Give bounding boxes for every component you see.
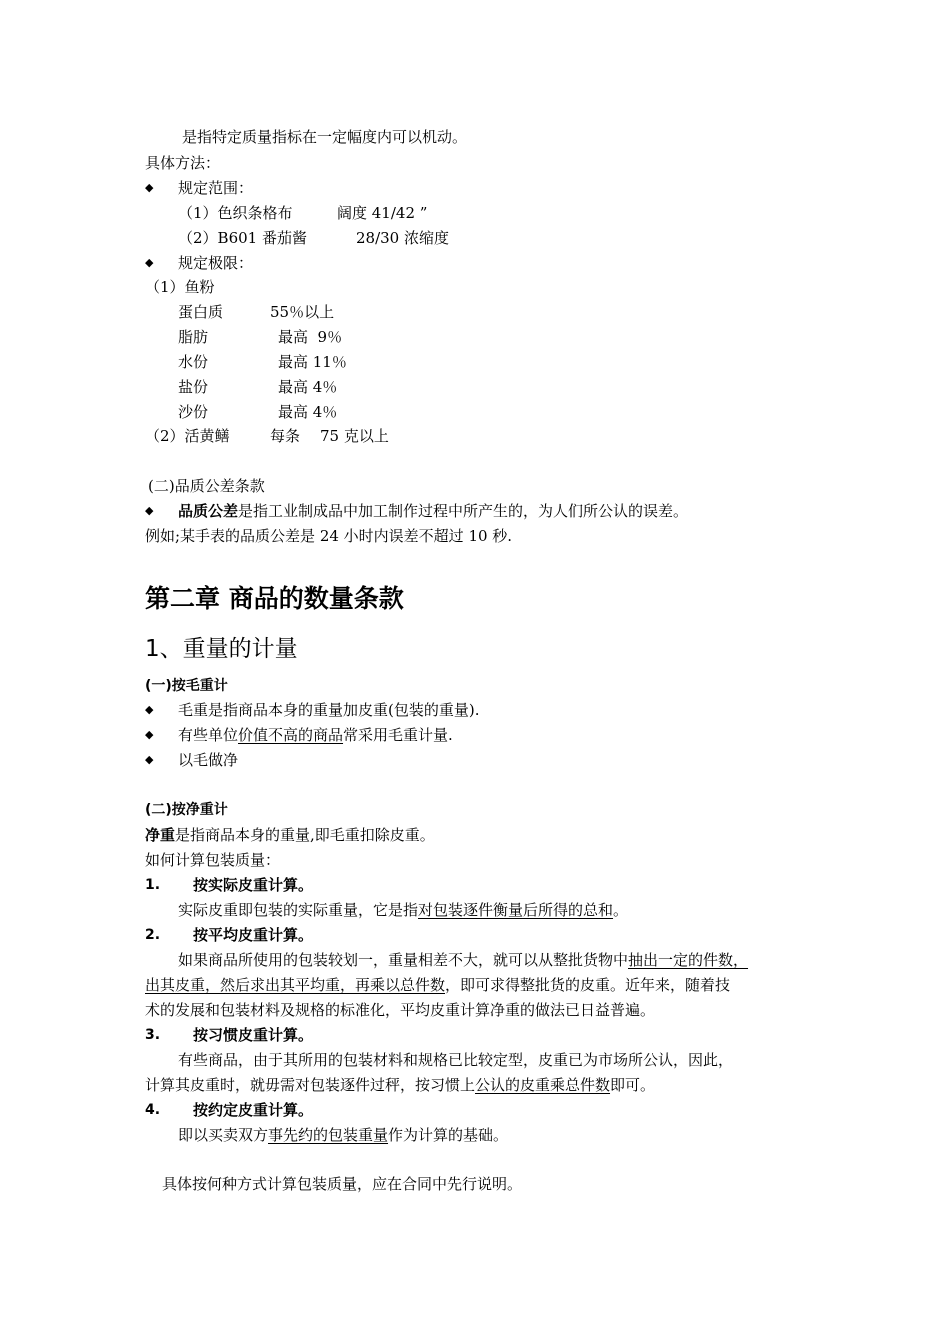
net-definition (145, 825, 435, 845)
range-item-value: 阔度 41/42 ” (337, 204, 428, 222)
method-title: 按习惯皮重计算。 (193, 1026, 314, 1044)
avg-line-1 (178, 950, 748, 970)
fish-row-name: 脂肪 (178, 328, 209, 346)
gross-b2-post: 常采用毛重计量. (343, 726, 453, 744)
fish-row-value: 最高 4％ (278, 403, 338, 421)
how-label: 如何计算包装质量： (145, 851, 281, 869)
range-item-label: （1）色织条格布 (178, 204, 293, 222)
avg-l1-pre: 如果商品所使用的包装较划一，重量相差不大，就可以从整批货物中 (178, 951, 629, 969)
fish-row-value: 55％以上 (270, 303, 335, 321)
hab-l2-pre: 计算其皮重时，就毋需对包装逐件过秤，按习惯上 (145, 1076, 476, 1094)
gross-b2-pre: 有些单位 (178, 726, 239, 744)
tolerance-text: 是指工业制成品中加工制作过程中所产生的，为人们所公认的误差。 (238, 502, 689, 520)
section-title: 1、重量的计量 (145, 636, 298, 662)
avg-l1-underlined: 抽出一定的件数， (628, 951, 749, 969)
gross-b2-underlined: 价值不高的商品 (238, 726, 344, 744)
agreed-text (178, 1125, 508, 1145)
method-num: 4. (145, 1102, 161, 1118)
avg-line-2 (145, 975, 730, 995)
avg-line-3: 术的发展和包装材料及规格的标准化，平均皮重计算净重的做法已日益普遍。 (145, 1001, 656, 1019)
agr-underlined: 事先约的包装重量 (268, 1126, 389, 1144)
method-num: 3. (145, 1027, 161, 1043)
limits-title: 规定极限： (178, 254, 254, 272)
tolerance-term: 品质公差 (178, 502, 239, 520)
gross-heading: (一)按毛重计 (145, 678, 228, 694)
hab-l2-underlined: 公认的皮重乘总件数 (475, 1076, 611, 1094)
net-text: 是指商品本身的重量,即毛重扣除皮重。 (175, 826, 435, 844)
chapter-title: 第二章 商品的数量条款 (145, 584, 404, 613)
tolerance-definition (178, 501, 688, 521)
avg-l2-post: ，即可求得整批货的皮重。近年来，随着技 (445, 976, 731, 994)
gross-bullet-3: 以毛做净 (178, 751, 239, 769)
fish-row-name: 沙份 (178, 403, 209, 421)
fish-title: （1）鱼粉 (145, 278, 215, 296)
hab-l2-post: 即可。 (610, 1076, 656, 1094)
actual-pre: 实际皮重即包装的实际重量，它是指 (178, 901, 419, 919)
habit-line-1: 有些商品，由于其所用的包装材料和规格已比较定型，皮重已为市场所公认，因此， (178, 1051, 734, 1069)
bullet-icon: ◆ (145, 753, 154, 766)
actual-post: 。 (613, 901, 629, 919)
range-title: 规定范围： (178, 179, 254, 197)
gross-bullet-2 (178, 725, 453, 745)
method-num: 1. (145, 877, 161, 893)
net-heading: (二)按净重计 (145, 802, 228, 818)
gross-bullet-1: 毛重是指商品本身的重量加皮重(包装的重量). (178, 701, 480, 719)
methods-label: 具体方法： (145, 154, 221, 172)
eel-mid: 每条 (270, 427, 301, 445)
fish-row-value: 最高 4％ (278, 378, 338, 396)
eel-value: 75 克以上 (320, 427, 389, 445)
tolerance-example: 例如;某手表的品质公差是 24 小时内误差不超过 10 秒. (145, 527, 513, 545)
avg-l2-underlined: 出其皮重，然后求出其平均重，再乘以总件数 (145, 976, 446, 994)
eel-label: （2）活黄鳝 (145, 427, 230, 445)
actual-underlined: 对包装逐件衡量后所得的总和 (418, 901, 614, 919)
agr-post: 作为计算的基础。 (388, 1126, 509, 1144)
fish-row-value: 最高 11％ (278, 353, 347, 371)
habit-line-2 (145, 1075, 655, 1095)
tolerance-heading: (二)品质公差条款 (148, 477, 265, 495)
range-item-value: 28/30 浓缩度 (356, 229, 449, 247)
method-num: 2. (145, 927, 161, 943)
bullet-icon: ◆ (145, 728, 154, 741)
agr-pre: 即以买卖双方 (178, 1126, 269, 1144)
range-item-label: （2）B601 番茄酱 (178, 229, 307, 247)
fish-row-name: 蛋白质 (178, 303, 224, 321)
closing-note: 具体按何种方式计算包装质量，应在合同中先行说明。 (162, 1175, 523, 1193)
method-title: 按约定皮重计算。 (193, 1101, 314, 1119)
fish-row-value: 最高 9％ (278, 328, 343, 346)
method-title: 按平均皮重计算。 (193, 926, 314, 944)
actual-text (178, 900, 628, 920)
bullet-icon: ◆ (145, 256, 154, 269)
intro-line: 是指特定质量指标在一定幅度内可以机动。 (182, 128, 468, 146)
bullet-icon: ◆ (145, 703, 154, 716)
bullet-icon: ◆ (145, 504, 154, 517)
fish-row-name: 水份 (178, 353, 209, 371)
bullet-icon: ◆ (145, 181, 154, 194)
method-title: 按实际皮重计算。 (193, 876, 314, 894)
fish-row-name: 盐份 (178, 378, 209, 396)
net-term: 净重 (145, 826, 176, 844)
